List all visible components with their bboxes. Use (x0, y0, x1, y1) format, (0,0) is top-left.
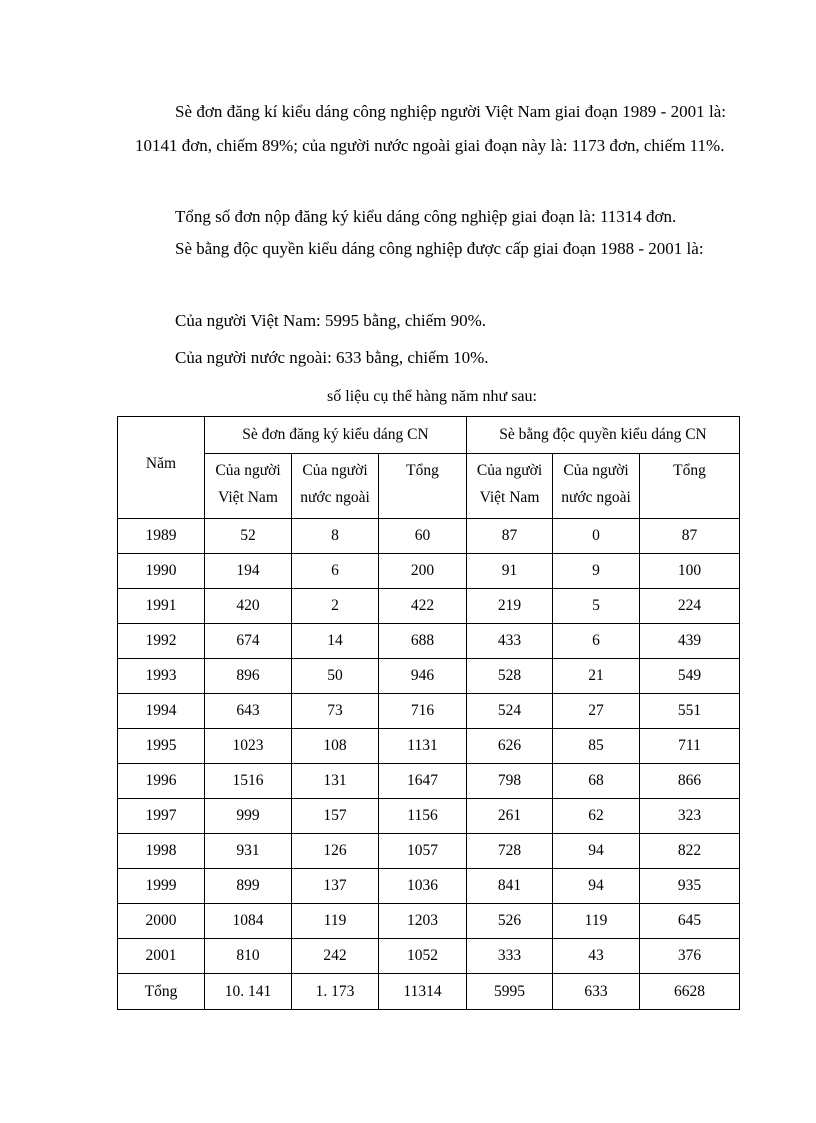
pat-total-cell: 645 (640, 904, 740, 939)
patents-vn-header (467, 454, 553, 519)
pat-foreign-cell: 43 (553, 939, 640, 974)
pat-vn-cell: 526 (467, 904, 553, 939)
year-cell: 1999 (118, 869, 205, 904)
pat-vn-total-cell: 5995 (467, 974, 553, 1010)
year-cell: 1992 (118, 624, 205, 659)
app-vn-cell: 896 (205, 659, 292, 694)
table-row (118, 624, 740, 659)
year-cell: 1994 (118, 694, 205, 729)
table-row (118, 799, 740, 834)
pat-vn-cell: 798 (467, 764, 553, 799)
header-line: nước ngoài (561, 489, 631, 506)
table-row (118, 519, 740, 554)
header-line: Của người (215, 462, 281, 479)
app-vn-cell: 52 (205, 519, 292, 554)
pat-total-total-cell: 6628 (640, 974, 740, 1010)
table-total-row (118, 974, 740, 1010)
app-total-cell: 1036 (379, 869, 467, 904)
app-foreign-cell: 2 (292, 589, 379, 624)
year-cell: 1990 (118, 554, 205, 589)
applications-foreign-header (292, 454, 379, 519)
year-cell: 1997 (118, 799, 205, 834)
table-row (118, 904, 740, 939)
pat-foreign-cell: 62 (553, 799, 640, 834)
pat-total-cell: 822 (640, 834, 740, 869)
table-header-group-row (118, 417, 740, 454)
pat-total-cell: 323 (640, 799, 740, 834)
app-vn-total-cell: 10. 141 (205, 974, 292, 1010)
pat-foreign-cell: 68 (553, 764, 640, 799)
patents-total-header: Tổng (640, 454, 740, 519)
app-foreign-cell: 126 (292, 834, 379, 869)
header-line: Của người (563, 462, 629, 479)
pat-vn-cell: 841 (467, 869, 553, 904)
header-line: Của người (476, 462, 543, 479)
app-foreign-cell: 50 (292, 659, 379, 694)
pat-foreign-cell: 94 (553, 834, 640, 869)
app-vn-cell: 1023 (205, 729, 292, 764)
app-vn-cell: 999 (205, 799, 292, 834)
pat-vn-cell: 91 (467, 554, 553, 589)
table-caption: số liệu cụ thể hàng năm như sau: (327, 388, 537, 405)
app-total-cell: 1057 (379, 834, 467, 869)
app-foreign-total-cell: 1. 173 (292, 974, 379, 1010)
year-cell: 2001 (118, 939, 205, 974)
table-row (118, 589, 740, 624)
app-foreign-cell: 157 (292, 799, 379, 834)
pat-vn-cell: 626 (467, 729, 553, 764)
app-vn-cell: 931 (205, 834, 292, 869)
pat-total-cell: 376 (640, 939, 740, 974)
app-foreign-cell: 137 (292, 869, 379, 904)
app-foreign-cell: 14 (292, 624, 379, 659)
patents-foreign-header (553, 454, 640, 519)
year-cell: 1989 (118, 519, 205, 554)
app-foreign-cell: 119 (292, 904, 379, 939)
applications-group-header: Sè đơn đăng ký kiểu dáng CN (205, 417, 467, 454)
app-foreign-cell: 6 (292, 554, 379, 589)
pat-foreign-cell: 27 (553, 694, 640, 729)
pat-total-cell: 100 (640, 554, 740, 589)
app-total-cell: 422 (379, 589, 467, 624)
paragraph-applications-summary: Sè đơn đăng kí kiểu dáng công nghiệp người Việt Nam giai đoạn 1989 - 2001 là: 10141 đơn, chiếm 89%; của người nước ngoài giai đoạn này là: 1173 đơn, chiếm 11%. (135, 102, 726, 155)
app-total-total-cell: 11314 (379, 974, 467, 1010)
pat-foreign-cell: 119 (553, 904, 640, 939)
pat-total-cell: 549 (640, 659, 740, 694)
app-total-cell: 1052 (379, 939, 467, 974)
app-vn-cell: 674 (205, 624, 292, 659)
header-line: Việt Nam (218, 489, 278, 506)
app-total-cell: 1203 (379, 904, 467, 939)
app-vn-cell: 1516 (205, 764, 292, 799)
table-row (118, 729, 740, 764)
pat-foreign-cell: 0 (553, 519, 640, 554)
pat-vn-cell: 528 (467, 659, 553, 694)
app-foreign-cell: 131 (292, 764, 379, 799)
header-line: nước ngoài (300, 489, 370, 506)
app-vn-cell: 420 (205, 589, 292, 624)
pat-total-cell: 224 (640, 589, 740, 624)
pat-vn-cell: 728 (467, 834, 553, 869)
statistics-table (117, 416, 740, 1010)
year-cell: 1996 (118, 764, 205, 799)
pat-vn-cell: 433 (467, 624, 553, 659)
pat-foreign-cell: 6 (553, 624, 640, 659)
header-line: Việt Nam (479, 489, 540, 506)
pat-foreign-cell: 5 (553, 589, 640, 624)
pat-vn-cell: 261 (467, 799, 553, 834)
pat-total-cell: 711 (640, 729, 740, 764)
pat-foreign-cell: 21 (553, 659, 640, 694)
app-foreign-cell: 108 (292, 729, 379, 764)
app-vn-cell: 899 (205, 869, 292, 904)
app-total-cell: 1647 (379, 764, 467, 799)
table-row (118, 659, 740, 694)
header-line: Của người (302, 462, 368, 479)
pat-vn-cell: 333 (467, 939, 553, 974)
table-row (118, 694, 740, 729)
app-foreign-cell: 73 (292, 694, 379, 729)
app-foreign-cell: 242 (292, 939, 379, 974)
app-total-cell: 1131 (379, 729, 467, 764)
paragraph-patents-vietnam: Của người Việt Nam: 5995 bằng, chiếm 90%. (175, 311, 487, 330)
app-vn-cell: 643 (205, 694, 292, 729)
app-vn-cell: 810 (205, 939, 292, 974)
app-total-cell: 200 (379, 554, 467, 589)
pat-foreign-total-cell: 633 (553, 974, 640, 1010)
patents-group-header: Sè bằng độc quyền kiểu dáng CN (467, 417, 740, 454)
total-label-cell: Tổng (118, 974, 205, 1010)
year-column-header: Năm (118, 417, 205, 519)
pat-total-cell: 866 (640, 764, 740, 799)
pat-foreign-cell: 94 (553, 869, 640, 904)
app-total-cell: 716 (379, 694, 467, 729)
year-cell: 1998 (118, 834, 205, 869)
pat-foreign-cell: 85 (553, 729, 640, 764)
table-row (118, 554, 740, 589)
app-vn-cell: 194 (205, 554, 292, 589)
app-total-cell: 1156 (379, 799, 467, 834)
app-total-cell: 946 (379, 659, 467, 694)
paragraph-patents-foreign: Của người nước ngoài: 633 bằng, chiếm 10%. (175, 348, 489, 367)
applications-total-header: Tổng (379, 454, 467, 519)
year-cell: 1991 (118, 589, 205, 624)
table-header-sub-row (118, 454, 740, 519)
paragraph-total-applications: Tổng số đơn nộp đăng ký kiểu dáng công nghiệp giai đoạn là: 11314 đơn. (175, 207, 677, 226)
pat-foreign-cell: 9 (553, 554, 640, 589)
pat-total-cell: 439 (640, 624, 740, 659)
pat-vn-cell: 219 (467, 589, 553, 624)
app-foreign-cell: 8 (292, 519, 379, 554)
year-cell: 1995 (118, 729, 205, 764)
pat-vn-cell: 87 (467, 519, 553, 554)
table-row (118, 939, 740, 974)
app-vn-cell: 1084 (205, 904, 292, 939)
app-total-cell: 60 (379, 519, 467, 554)
pat-total-cell: 935 (640, 869, 740, 904)
year-cell: 1993 (118, 659, 205, 694)
pat-vn-cell: 524 (467, 694, 553, 729)
table-row (118, 764, 740, 799)
year-cell: 2000 (118, 904, 205, 939)
paragraph-patents-intro: Sè bằng độc quyền kiểu dáng công nghiệp được cấp giai đoạn 1988 - 2001 là: (175, 239, 704, 258)
table-row (118, 869, 740, 904)
pat-total-cell: 87 (640, 519, 740, 554)
applications-vn-header (205, 454, 292, 519)
pat-total-cell: 551 (640, 694, 740, 729)
app-total-cell: 688 (379, 624, 467, 659)
table-row (118, 834, 740, 869)
